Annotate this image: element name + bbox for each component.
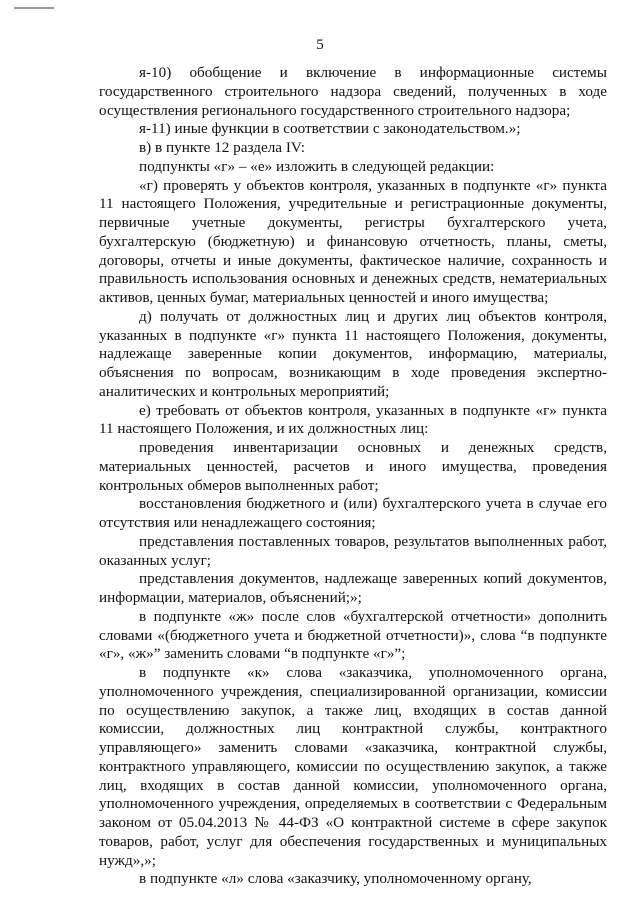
paragraph-inventory: проведения инвентаризации основных и денежных средств, материальных ценностей, расчетов и иного имущества, проведения контрольных обмеров выполненных работ; — [99, 439, 607, 494]
paragraph-g: «г) проверять у объектов контроля, указанных в подпункте «г» пункта 11 настоящего Положения, учредительные и регистрационные документы, первичные учетные документы, регистры бухгалтерского учета, бухгалтерскую (бюджетную) и финансовую отчетность, планы, сметы, договоры, отчеты и иные документы, фактическое наличие, сохранность и правильность использования основных и денежных средств, нематериальных активов, ценных бумаг, материальных ценностей и иного имущества; — [99, 176, 607, 306]
scan-edge-mark — [14, 7, 54, 9]
paragraph-zh: в подпункте «ж» после слов «бухгалтерской отчетности» дополнить словами «(бюджетного учета и бюджетной отчетности)», слова “в подпункте «г», «ж»” заменить словами “в подпункте «г»”; — [99, 607, 607, 663]
paragraph-k: в подпункте «к» слова «заказчика, уполномоченного органа, уполномоченного учреждения, специализированной организации, комиссии по осуществлению закупок, а также лиц, входящих в состав данной комиссии, должностных лиц контрактной службы, контрактного управляющего» заменить словами «заказчика, контрактной службы, контрактного управляющего, комиссии по осуществлению закупок, а также лиц, входящих в состав данной комиссии, уполномоченного органа, уполномоченного учреждения, определяемых в соответствии с Федеральным законом от 05.04.2013 № 44-ФЗ «О контрактной системе в сфере закупок товаров, работ, услуг для обеспечения государственных и муниципальных нужд»,»; — [99, 664, 607, 869]
paragraph-d: д) получать от должностных лиц и других лиц объектов контроля, указанных в подпункте «г» пункта 11 настоящего Положения, документы, надлежаще заверенные копии документов, информацию, материалы, объяснения по вопросам, возникающим в ходе проведения экспертно-аналитических и контрольных мероприятий; — [99, 307, 607, 400]
paragraph-podpunkty-g-e: подпункты «г» – «е» изложить в следующей редакции: — [139, 157, 495, 175]
document-body — [99, 64, 607, 889]
paragraph-goods: представления поставленных товаров, результатов выполненных работ, оказанных услуг; — [99, 532, 607, 569]
paragraph-ya11: я-11) иные функции в соответствии с законодательством.»; — [139, 120, 521, 138]
paragraph-v-punkt12: в) в пункте 12 раздела IV: — [139, 139, 305, 156]
page-number: 5 — [316, 37, 324, 53]
paragraph-e: е) требовать от объектов контроля, указанных в подпункте «г» пункта 11 настоящего Положения, и их должностных лиц: — [99, 401, 607, 438]
paragraph-documents: представления документов, надлежаще заверенных копий документов, информации, материалов, объяснений;»; — [99, 570, 607, 606]
paragraph-restore-accounting: восстановления бюджетного и (или) бухгалтерского учета в случае его отсутствия или ненадлежащего состояния; — [99, 495, 607, 531]
paragraph-l: в подпункте «л» слова «заказчику, уполномоченному органу, — [139, 870, 532, 888]
paragraph-ya10: я-10) обобщение и включение в информационные системы государственного строительного надзора сведений, полученных в ходе осуществления регионального государственного строительного надзора; — [99, 64, 607, 119]
